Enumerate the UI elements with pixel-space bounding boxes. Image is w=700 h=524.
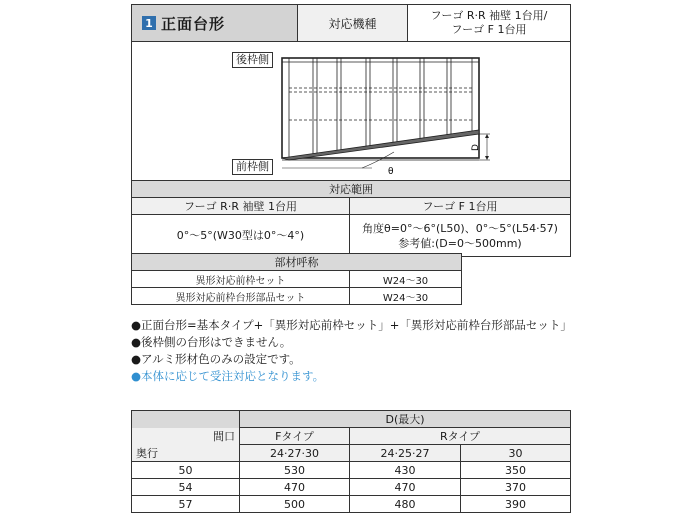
depth-symbol: D: [471, 144, 481, 151]
note-item: ●後枠側の台形はできません。: [131, 335, 292, 349]
parts-table-title: 部材呼称: [132, 254, 462, 271]
range-col2-header: フーゴ F 1台用: [350, 198, 571, 215]
f-value-cell: 470: [240, 479, 350, 496]
range-table: [131, 180, 571, 257]
r-widths-a: 24·25·27: [350, 445, 461, 462]
hidden-beams: [289, 88, 472, 120]
parts-table: [131, 253, 462, 305]
f-value-cell: 530: [240, 462, 350, 479]
r1-value-cell: 480: [350, 496, 461, 513]
note-item-highlight: ●本体に応じて受注対応となります。: [131, 369, 325, 383]
d-max-table: [131, 410, 571, 513]
range-col2-line-2: 参考値:(D=0〜500mm): [398, 236, 522, 250]
r1-value-cell: 470: [350, 479, 461, 496]
carport-plan-drawing: [132, 42, 572, 180]
part-size: W24〜30: [350, 288, 462, 305]
note-item: ●正面台形=基本タイプ+「異形対応前枠セット」+「異形対応前枠台形部品セット」: [131, 318, 572, 332]
front-frame-label: 前枠側: [232, 159, 273, 175]
model-list: [408, 5, 570, 41]
r2-value-cell: 390: [461, 496, 571, 513]
r1-value-cell: 430: [350, 462, 461, 479]
trapezoid-diagram: [131, 42, 571, 180]
f-type-header: Fタイプ: [240, 428, 350, 445]
table-row: [132, 271, 462, 288]
range-table-title: 対応範囲: [132, 181, 571, 198]
range-col1-value: 0°〜5°(W30型は0°〜4°): [132, 215, 350, 257]
front-trapezoid-rail: [282, 130, 479, 160]
frame-outline: [282, 58, 479, 158]
range-col2-line-1: 角度θ=0°〜6°(L50)、0°〜5°(L54·57): [362, 221, 558, 235]
f-widths: 24·27·30: [240, 445, 350, 462]
depth-cell: 54: [132, 479, 240, 496]
corner-width-label: 間口: [132, 428, 240, 445]
section-number-badge: 1: [142, 16, 156, 30]
range-col1-header: フーゴ R·R 袖壁 1台用: [132, 198, 350, 215]
table-row: [132, 288, 462, 305]
section-header: [131, 4, 571, 42]
table-row: [132, 496, 571, 513]
r2-value-cell: 350: [461, 462, 571, 479]
part-name: 異形対応前枠セット: [132, 271, 350, 288]
angle-symbol: θ: [388, 167, 394, 177]
depth-cell: 57: [132, 496, 240, 513]
r-type-header: Rタイプ: [350, 428, 571, 445]
section-title-cell: [132, 5, 298, 41]
r-widths-b: 30: [461, 445, 571, 462]
part-name: 異形対応前枠台形部品セット: [132, 288, 350, 305]
d-table-title: D(最大): [240, 411, 571, 428]
model-line-1: フーゴ R·R 袖壁 1台用/: [430, 9, 548, 22]
f-value-cell: 500: [240, 496, 350, 513]
rear-frame-label: 後枠側: [232, 52, 273, 68]
section-title: 正面台形: [161, 14, 226, 33]
note-item: ●アルミ形材色のみの設定です。: [131, 352, 301, 366]
table-row: [132, 479, 571, 496]
range-col2-value: [350, 215, 571, 257]
model-line-2: フーゴ F 1台用: [451, 23, 527, 36]
depth-cell: 50: [132, 462, 240, 479]
model-label: 対応機種: [298, 5, 408, 41]
corner-depth-label: 奥行: [132, 445, 240, 462]
r2-value-cell: 370: [461, 479, 571, 496]
part-size: W24〜30: [350, 271, 462, 288]
roof-panels: [289, 58, 472, 158]
notes-list: [131, 317, 691, 385]
table-row: [132, 462, 571, 479]
